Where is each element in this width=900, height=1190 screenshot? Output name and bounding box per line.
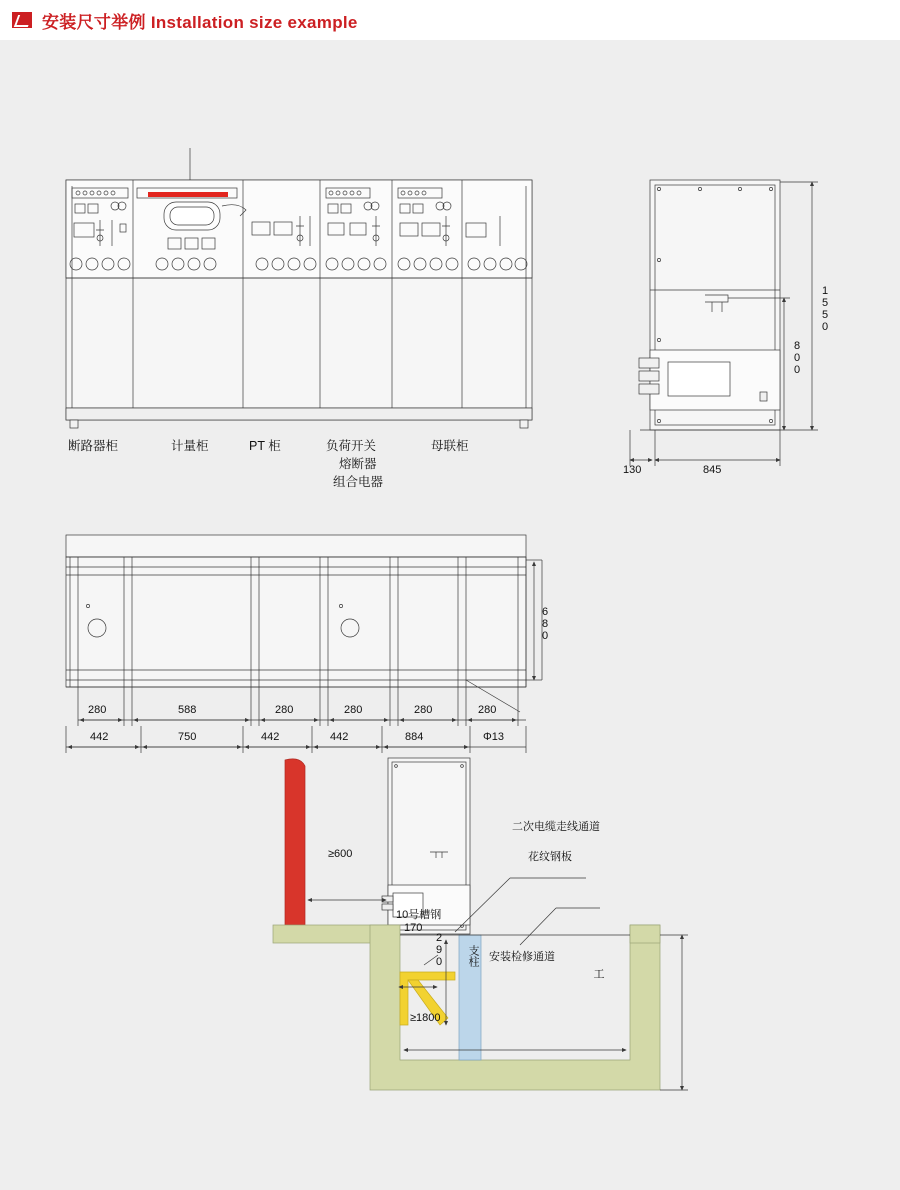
dim-l-750: 750 (178, 731, 197, 743)
callout-channel-steel-no10: 10号槽钢 (396, 909, 442, 921)
drawing-sheet (0, 40, 900, 1190)
dim-290: 290 (433, 932, 445, 968)
callout-support-column: 支柱 (467, 945, 479, 967)
dim-l-442-b: 442 (261, 731, 280, 743)
dim-845: 845 (703, 464, 722, 476)
page-title: 安装尺寸举例 Installation size example (42, 12, 358, 32)
figure-foundation-plan (66, 535, 542, 753)
figure-section-view (273, 758, 688, 1090)
cabinet-label-bus-tie: 母联柜 (431, 439, 469, 453)
cabinet-label-load-switch: 负荷开关 (326, 439, 377, 453)
callout-checkered-steel-plate: 花纹钢板 (528, 851, 572, 863)
dim-u-280-a: 280 (88, 704, 107, 716)
cabinet-label-combined: 组合电器 (333, 475, 384, 489)
cabinet-label-metering: 计量柜 (171, 439, 209, 453)
red-flag-icon (12, 12, 32, 28)
dim-ge-1800: ≥1800 (410, 1012, 441, 1024)
cabinet-label-breaker: 断路器柜 (68, 439, 119, 453)
cabinet-label-fuse: 熔断器 (339, 457, 377, 471)
cabinet-label-pt: PT 柜 (249, 439, 281, 453)
dim-680: 680 (539, 606, 551, 642)
dim-800: 800 (791, 340, 803, 376)
dim-u-280-e: 280 (478, 704, 497, 716)
figure-front-elevation (66, 148, 532, 428)
dim-u-280-b: 280 (275, 704, 294, 716)
callout-secondary-cable-channel: 二次电缆走线通道 (512, 821, 600, 833)
dim-u-280-c: 280 (344, 704, 363, 716)
dim-l-442-a: 442 (90, 731, 109, 743)
callout-maintenance-passage-1: 安装检修通道 (489, 951, 555, 963)
figure-side-elevation (630, 180, 818, 466)
dim-u-280-d: 280 (414, 704, 433, 716)
dim-1550: 1550 (819, 285, 831, 333)
dim-l-884: 884 (405, 731, 424, 743)
dim-130: 130 (623, 464, 642, 476)
dim-ge-600: ≥600 (328, 848, 353, 860)
technical-drawing (0, 40, 900, 1190)
callout-height-mark: 工 (592, 968, 604, 979)
hole-note-phi13: Φ13 (483, 731, 505, 743)
dim-l-442-c: 442 (330, 731, 349, 743)
dim-u-588: 588 (178, 704, 197, 716)
dim-170: 170 (404, 922, 423, 934)
page-header (0, 0, 900, 40)
